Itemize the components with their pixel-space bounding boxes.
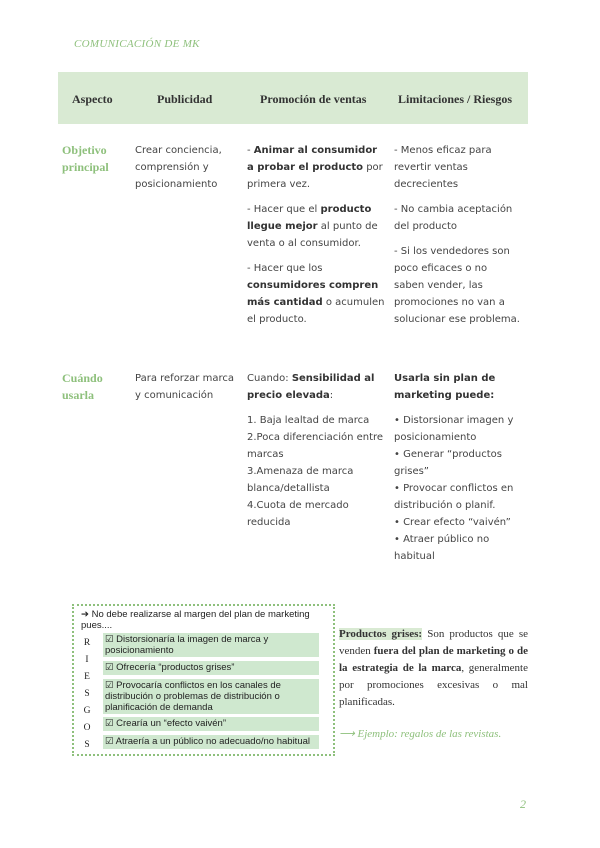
riesgos-letter: I: [85, 655, 89, 665]
row-label-objetivo: Objetivo principal: [62, 143, 109, 174]
list-item: 3.Amenaza de marca blanca/detallista: [247, 466, 354, 494]
riesgo-item-4: ☑ Crearía un “efecto vaivén”: [103, 717, 319, 731]
riesgo-item-3: ☑ Provocaría conflictos en los canales de distribución o problemas de distribución o planificación de demanda: [103, 679, 319, 714]
list-item: • Distorsionar imagen y posicionamiento: [394, 415, 514, 443]
limitaciones-list: [394, 412, 520, 565]
page-number: 2: [520, 797, 526, 811]
row1-publicidad: Crear conciencia, comprensión y posicionamiento: [135, 145, 222, 190]
riesgos-letter: R: [83, 638, 91, 648]
list-item: 2.Poca diferenciación entre marcas: [247, 432, 384, 460]
riesgos-letter: O: [83, 723, 91, 733]
row2-limitaciones: [394, 370, 520, 565]
riesgo-item-1: ☑ Distorsionaría la imagen de marca y posicionamiento: [103, 633, 319, 657]
column-header-publicidad: Publicidad: [157, 92, 213, 106]
riesgo-item-2: ☑ Ofrecería “productos grises”: [103, 661, 319, 675]
document-header: COMUNICACIÓN DE MK: [74, 38, 200, 50]
riesgo-item-5: ☑ Atraería a un público no adecuado/no habitual: [103, 735, 319, 749]
row-label-cuando: Cuándo usarla: [62, 371, 103, 402]
riesgos-letter: S: [84, 689, 90, 699]
list-item: • Provocar conflictos en distribución o planif.: [394, 483, 514, 511]
productos-grises-example: ⟶ Ejemplo: regalos de las revistas.: [339, 728, 502, 740]
column-header-aspecto: Aspecto: [72, 92, 113, 106]
list-item: • Atraer público no habitual: [394, 534, 490, 562]
riesgos-vertical-label: [80, 635, 94, 754]
productos-grises-definition: Productos grises: Son productos que se venden fuera del plan de marketing o de la estrategia de la marca, generalmente por promociones excesivas o mal planificadas.: [339, 628, 529, 708]
row1-limitaciones: [394, 142, 520, 336]
riesgos-letter: E: [84, 672, 90, 682]
limitacion-3: - Si los vendedores son poco eficaces o no saben vender, las promociones no van a solucionar ese problema.: [394, 246, 520, 325]
limitaciones-title: Usarla sin plan de marketing puede:: [394, 373, 496, 401]
list-item: 1. Baja lealtad de marca: [247, 415, 370, 426]
riesgos-letter: S: [84, 740, 90, 750]
list-item: • Crear efecto “vaivén”: [394, 517, 511, 528]
productos-grises-term: Productos grises:: [339, 628, 423, 640]
limitacion-1: - Menos eficaz para revertir ventas decrecientes: [394, 145, 492, 190]
row1-promocion: [247, 142, 385, 336]
limitacion-2: - No cambia aceptación del producto: [394, 204, 513, 232]
column-header-limitaciones: Limitaciones / Riesgos: [398, 92, 512, 106]
promocion-point-3: - Hacer que los consumidores compren más cantidad o acumulen el producto.: [247, 263, 385, 325]
promocion-cuando-list: [247, 412, 387, 531]
list-item: • Generar “productos grises”: [394, 449, 502, 477]
riesgos-letter: G: [83, 706, 91, 716]
promocion-point-1: - Animar al consumidor a probar el producto por primera vez.: [247, 145, 383, 190]
riesgos-title: ➔ No debe realizarse al margen del plan de marketing pues....: [81, 609, 310, 631]
promocion-point-2: - Hacer que el producto llegue mejor al punto de venta o al consumidor.: [247, 204, 378, 249]
list-item: 4.Cuota de mercado reducida: [247, 500, 349, 528]
row2-publicidad: Para reforzar marca y comunicación: [135, 373, 234, 401]
row2-promocion: [247, 370, 387, 531]
column-header-promocion: Promoción de ventas: [260, 92, 367, 106]
promocion-cuando: Cuando: Sensibilidad al precio elevada:: [247, 373, 375, 401]
